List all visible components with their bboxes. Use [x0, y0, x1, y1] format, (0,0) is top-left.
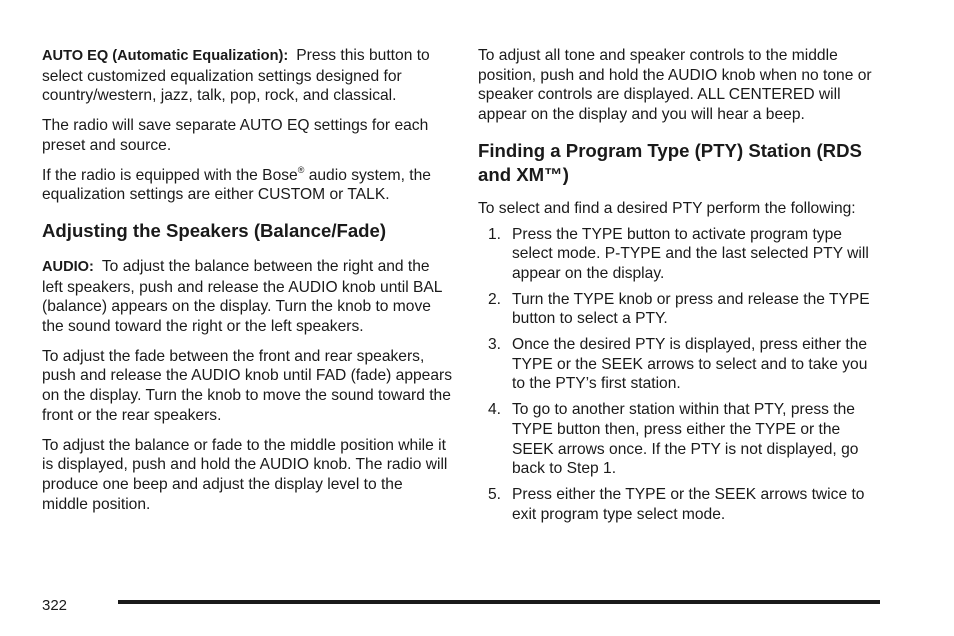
step-text: Turn the TYPE knob or press and release the TYPE button to select a PTY.: [512, 290, 870, 328]
list-item: [478, 335, 883, 394]
right-column: [478, 46, 883, 524]
auto-eq-paragraph: [42, 46, 452, 106]
footer-rule: [118, 600, 880, 604]
audio-text: To adjust the balance between the right and the left speakers, push and release the AUDIO knob until BAL (balance) appears on the display. Turn the knob to move the sound toward the right or the left speakers.: [42, 257, 442, 336]
pty-intro-paragraph: To select and find a desired PTY perform the following:: [478, 199, 856, 217]
step-number: 5.: [488, 485, 502, 503]
auto-eq-text: Press this button to select customized equalization settings designed for country/western, jazz, talk, pop, rock, and classical.: [42, 47, 430, 105]
step-number: 2.: [488, 290, 502, 308]
pty-steps-list: [478, 225, 883, 525]
fade-paragraph: To adjust the fade between the front and rear speakers, push and release the AUDIO knob until FAD (fade) appears on the display. Turn the knob to move the sound toward the front or the rear speakers.: [42, 347, 453, 424]
step-text: Once the desired PTY is displayed, press either the TYPE or the SEEK arrows to select and to take you to the PTY’s first station.: [512, 336, 868, 393]
audio-paragraph: [42, 257, 452, 337]
page-number: 322: [42, 597, 68, 614]
step-text: To go to another station within that PTY, press the TYPE button then, press either the TYPE or the SEEK arrows once. If the PTY is not displayed, go back to Step 1.: [512, 401, 859, 478]
registered-mark: ®: [297, 164, 305, 175]
section-heading-speakers: Adjusting the Speakers (Balance/Fade): [42, 219, 387, 241]
section-heading-pty: Finding a Program Type (PTY) Station (RDS and XM™): [478, 139, 862, 185]
bose-paragraph: [42, 166, 452, 205]
step-number: 3.: [488, 336, 502, 354]
middle-position-paragraph: To adjust the balance or fade to the middle position while it is displayed, push and hold the AUDIO knob. The radio will produce one beep and adjust the display level to the middle position.: [42, 436, 448, 513]
list-item: [478, 485, 883, 524]
audio-label: AUDIO:: [42, 258, 94, 275]
bose-text-before: If the radio is equipped with the Bose: [42, 166, 298, 184]
list-item: [478, 290, 883, 329]
step-number: 1.: [488, 225, 502, 243]
save-settings-paragraph: The radio will save separate AUTO EQ settings for each preset and source.: [42, 117, 429, 154]
list-item: [478, 225, 883, 284]
step-text: Press either the TYPE or the SEEK arrows twice to exit program type select mode.: [512, 485, 865, 523]
auto-eq-label: AUTO EQ (Automatic Equalization):: [42, 48, 289, 64]
all-centered-paragraph: To adjust all tone and speaker controls to the middle position, push and hold the AUDIO knob when no tone or speaker controls are displayed. ALL CENTERED will appear on the display and you will hear a beep.: [478, 47, 872, 124]
left-column: [42, 46, 452, 514]
bose-text-after: audio system, the equalization settings are either CUSTOM or TALK.: [42, 166, 431, 204]
step-text: Press the TYPE button to activate program type select mode. P-TYPE and the last selected PTY will appear on the display.: [512, 225, 869, 282]
step-number: 4.: [488, 401, 502, 419]
list-item: [478, 400, 883, 479]
